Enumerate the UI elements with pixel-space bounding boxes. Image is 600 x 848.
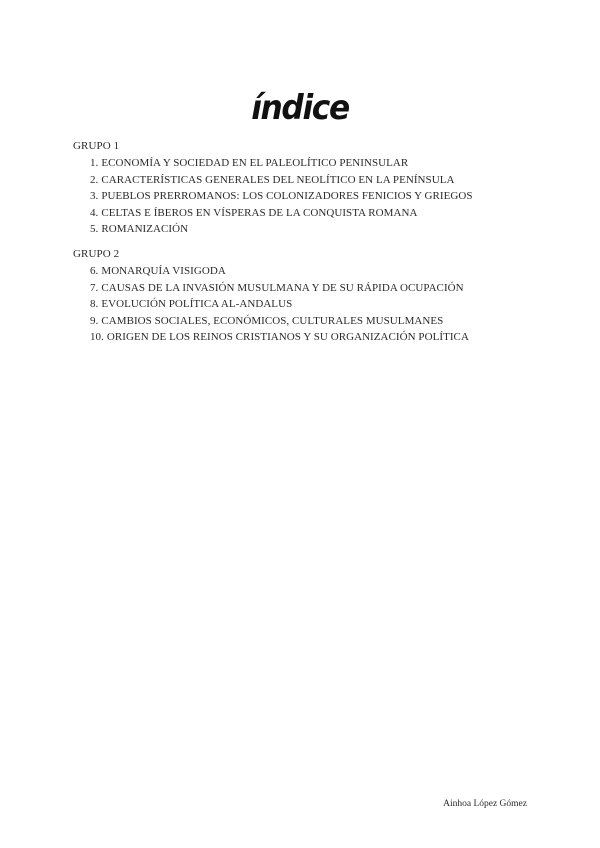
toc-item-number: 9. <box>90 314 99 327</box>
toc-item <box>90 188 553 205</box>
toc-item-number: 5. <box>90 223 99 236</box>
toc-item-number: 7. <box>90 281 99 294</box>
toc-item-text: CELTAS E ÍBEROS EN VÍSPERAS DE LA CONQUISTA ROMANA <box>101 206 418 219</box>
toc-item-number: 1. <box>90 157 99 169</box>
toc-item <box>90 221 553 238</box>
toc-item <box>90 263 553 280</box>
toc-item <box>90 205 553 222</box>
toc-item-text: CAMBIOS SOCIALES, ECONÓMICOS, CULTURALES MUSULMANES <box>101 314 444 327</box>
toc-group-2 <box>73 247 553 346</box>
toc-item <box>90 172 553 189</box>
toc-item <box>90 329 553 346</box>
group-list <box>73 155 553 238</box>
toc-item-number: 3. <box>90 190 99 203</box>
toc-item-number: 2. <box>90 173 99 186</box>
toc-item-number: 8. <box>90 298 99 311</box>
toc-item <box>90 313 553 330</box>
toc-item-text: CAUSAS DE LA INVASIÓN MUSULMANA Y DE SU RÁPIDA OCUPACIÓN <box>101 281 464 294</box>
toc-group-1 <box>73 139 553 238</box>
toc-item-text: MONARQUÍA VISIGODA <box>101 264 226 277</box>
toc-item-number: 4. <box>90 206 99 219</box>
group-heading: GRUPO 1 <box>73 140 120 152</box>
toc-item <box>90 280 553 297</box>
toc-item-number: 10. <box>90 331 104 344</box>
toc-item-text: ORIGEN DE LOS REINOS CRISTIANOS Y SU ORGANIZACIÓN POLÍTICA <box>106 331 469 344</box>
page-title: índice <box>251 88 349 128</box>
toc-item-number: 6. <box>90 264 99 277</box>
toc-item-text: ROMANIZACIÓN <box>101 223 189 236</box>
author-name: Ainhoa López Gómez <box>443 799 527 809</box>
group-list <box>73 263 553 346</box>
toc-item-text: ECONOMÍA Y SOCIEDAD EN EL PALEOLÍTICO PENINSULAR <box>101 157 409 169</box>
toc-item-text: EVOLUCIÓN POLÍTICA AL-ANDALUS <box>101 298 293 311</box>
toc-item-text: PUEBLOS PRERROMANOS: LOS COLONIZADORES FENICIOS Y GRIEGOS <box>101 190 473 203</box>
toc-item-text: CARACTERÍSTICAS GENERALES DEL NEOLÍTICO EN LA PENÍNSULA <box>101 173 455 186</box>
group-heading: GRUPO 2 <box>73 247 120 260</box>
table-of-contents <box>73 139 553 355</box>
toc-item <box>90 155 553 172</box>
toc-item <box>90 296 553 313</box>
